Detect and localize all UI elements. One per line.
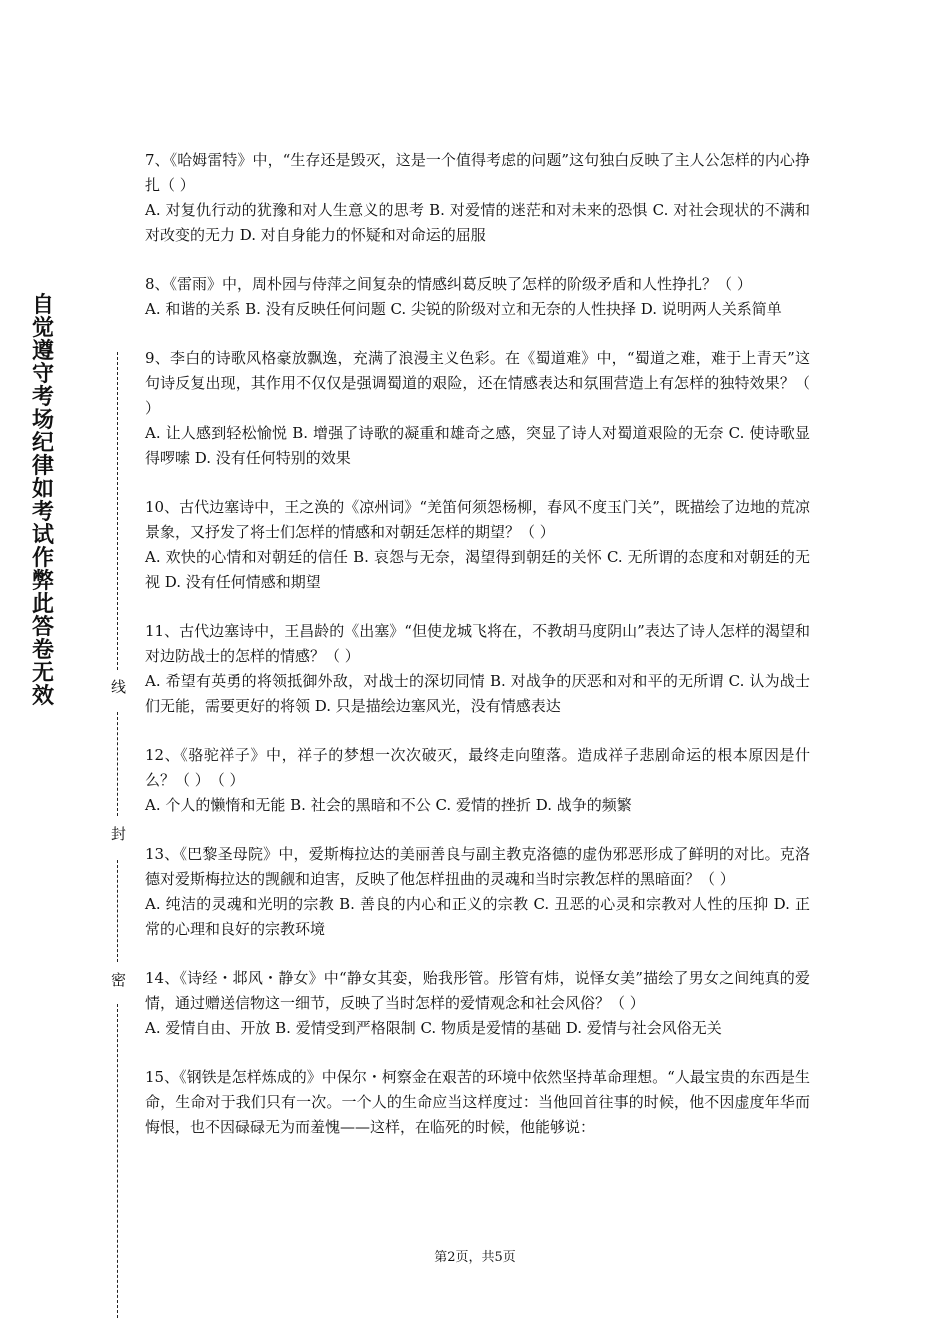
question-options: A. 希望有英勇的将领抵御外敌，对战士的深切同情 B. 对战争的厌恶和对和平的无所谓 C. 认为战士们无能，需要更好的将领 D. 只是描绘边塞风光，没有情感表达 [145, 672, 810, 715]
question-options: A. 让人感到轻松愉悦 B. 增强了诗歌的凝重和雄奇之感，突显了诗人对蜀道艰险的无奈 C. 使诗歌显得啰嗦 D. 没有任何特别的效果 [145, 424, 810, 467]
question-11 [145, 619, 810, 719]
question-12 [145, 743, 810, 818]
binding-line-bottom [117, 1004, 118, 1318]
question-options: A. 个人的懒惰和无能 B. 社会的黑暗和不公 C. 爱情的挫折 D. 战争的频繁 [145, 796, 632, 814]
question-options: A. 和谐的关系 B. 没有反映任何问题 C. 尖锐的阶级对立和无奈的人性抉择 D. 说明两人关系简单 [145, 300, 782, 318]
question-options: A. 对复仇行动的犹豫和对人生意义的思考 B. 对爱情的迷茫和对未来的恐惧 C. 对社会现状的不满和对改变的无力 D. 对自身能力的怀疑和对命运的屈服 [145, 201, 810, 244]
question-8 [145, 272, 810, 322]
question-stem: 14、《诗经・邶风・静女》中“静女其娈，贻我彤管。彤管有炜，说怿女美”描绘了男女之间纯真的爱情，通过赠送信物这一细节，反映了当时怎样的爱情观念和社会风俗？（ ） [145, 969, 810, 1012]
question-9 [145, 346, 810, 471]
question-list [145, 148, 810, 1164]
binding-label-line: 线 [109, 679, 127, 694]
question-options: A. 欢快的心情和对朝廷的信任 B. 哀怨与无奈，渴望得到朝廷的关怀 C. 无所谓的态度和对朝廷的无视 D. 没有任何情感和期望 [145, 548, 810, 591]
question-options: A. 爱情自由、开放 B. 爱情受到严格限制 C. 物质是爱情的基础 D. 爱情与社会风俗无关 [145, 1019, 722, 1037]
question-stem: 8、《雷雨》中，周朴园与侍萍之间复杂的情感纠葛反映了怎样的阶级矛盾和人性挣扎？（ ） [145, 275, 752, 293]
question-15 [145, 1065, 810, 1140]
binding-label-secret: 密 [109, 972, 127, 987]
question-stem: 11、古代边塞诗中，王昌龄的《出塞》“但使龙城飞将在，不教胡马度阴山”表达了诗人怎样的渴望和对边防战士的怎样的情感？（ ） [145, 622, 810, 665]
question-stem: 15、《钢铁是怎样炼成的》中保尔・柯察金在艰苦的环境中依然坚持革命理想。“人最宝贵的东西是生命，生命对于我们只有一次。一个人的生命应当这样度过：当他回首往事的时候，他不因虚度年华而悔恨，也不因碌碌无为而羞愧——这样，在临死的时候，他能够说： [145, 1068, 810, 1136]
question-options: A. 纯洁的灵魂和光明的宗教 B. 善良的内心和正义的宗教 C. 丑恶的心灵和宗教对人性的压抑 D. 正常的心理和良好的宗教环境 [145, 895, 810, 938]
binding-line-lower [117, 860, 118, 962]
question-stem: 12、《骆驼祥子》中，祥子的梦想一次次破灭，最终走向堕落。造成祥子悲剧命运的根本原因是什么？（ ） （ ） [145, 746, 810, 789]
question-stem: 7、《哈姆雷特》中，“生存还是毁灭，这是一个值得考虑的问题”这句独白反映了主人公怎样的内心挣扎（ ） [145, 151, 810, 194]
exam-discipline-notice: 自觉遵守考场纪律如考试作弊此答卷无效 [31, 293, 54, 709]
question-13 [145, 842, 810, 942]
question-stem: 9、李白的诗歌风格豪放飘逸，充满了浪漫主义色彩。在《蜀道难》中，“蜀道之难，难于上青天”这句诗反复出现，其作用不仅仅是强调蜀道的艰险，还在情感表达和氛围营造上有怎样的独特效果？（ ） [145, 349, 810, 417]
binding-label-seal: 封 [109, 826, 127, 841]
question-stem: 10、古代边塞诗中，王之涣的《凉州词》“羌笛何须怨杨柳，春风不度玉门关”，既描绘了边地的荒凉景象，又抒发了将士们怎样的情感和对朝廷怎样的期望？（ ） [145, 498, 810, 541]
binding-line-middle [117, 712, 118, 816]
question-stem: 13、《巴黎圣母院》中，爱斯梅拉达的美丽善良与副主教克洛德的虚伪邪恶形成了鲜明的对比。克洛德对爱斯梅拉达的觊觎和迫害，反映了他怎样扭曲的灵魂和当时宗教怎样的黑暗面？（ ） [145, 845, 810, 888]
binding-line-top [117, 352, 118, 670]
question-14 [145, 966, 810, 1041]
question-10 [145, 495, 810, 595]
page-number: 第2页，共5页 [434, 1250, 516, 1265]
question-7 [145, 148, 810, 248]
